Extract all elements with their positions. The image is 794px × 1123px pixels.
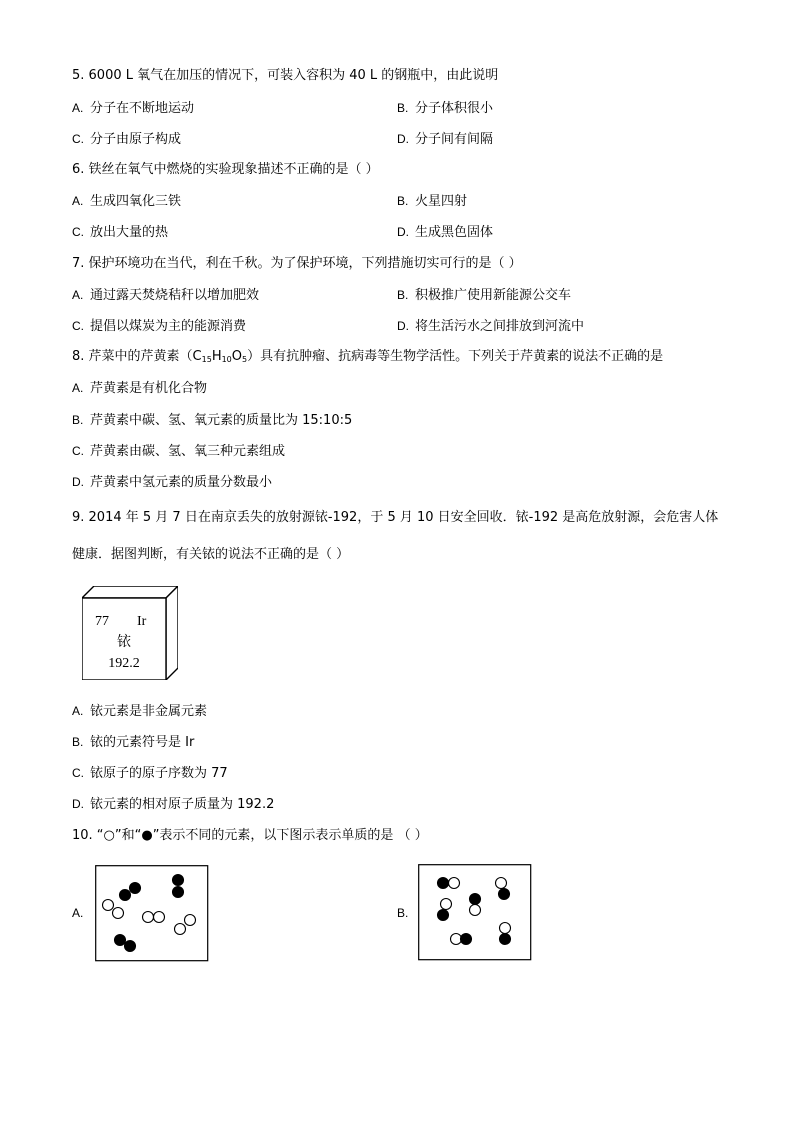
option-label: D. xyxy=(72,475,84,489)
q10-option-b-label[interactable]: B. xyxy=(397,906,409,920)
option-label: C. xyxy=(72,766,84,780)
option-text: 放出大量的热 xyxy=(90,225,169,240)
question-9-stem-line-2: 健康．据图判断，有关铱的说法不正确的是（ ） xyxy=(72,547,350,562)
option-label: B. xyxy=(72,735,84,749)
option-text: 将生活污水之间排放到河流中 xyxy=(415,319,585,334)
q10-option-a-diagram[interactable] xyxy=(95,865,209,962)
q6-option-a[interactable] xyxy=(72,192,181,211)
atomic-mass: 192.2 xyxy=(108,656,140,671)
q8-option-c[interactable] xyxy=(72,442,285,461)
q9-option-c[interactable] xyxy=(72,764,228,783)
element-name: 铱 xyxy=(117,634,131,650)
question-5-stem: 5. 6000 L 氧气在加压的情况下，可装入容积为 40 L 的钢瓶中，由此说明 xyxy=(72,68,499,83)
q5-option-c[interactable] xyxy=(72,130,181,149)
q8-option-d[interactable] xyxy=(72,473,272,492)
option-text: 芹黄素中氢元素的质量分数最小 xyxy=(90,475,273,490)
option-text: 铱原子的原子序数为 77 xyxy=(90,766,228,781)
option-text: 生成四氧化三铁 xyxy=(90,194,182,209)
option-label: C. xyxy=(72,225,84,239)
formula-part: H xyxy=(211,349,222,364)
question-7-stem: 7. 保护环境功在当代，利在千秋。为了保护环境，下列措施切实可行的是（ ） xyxy=(72,256,522,271)
option-label: B. xyxy=(397,101,409,115)
option-label: A. xyxy=(72,101,84,115)
option-text: 铱元素是非金属元素 xyxy=(90,704,208,719)
option-label: A. xyxy=(72,194,84,208)
q7-option-c[interactable] xyxy=(72,317,246,336)
option-text: 提倡以煤炭为主的能源消费 xyxy=(90,319,247,334)
q9-option-a[interactable] xyxy=(72,702,207,721)
subscript: 15 xyxy=(201,355,212,364)
atomic-number: 77 xyxy=(95,614,109,629)
formula-part: O xyxy=(231,349,243,364)
option-text: 分子间有间隔 xyxy=(415,132,494,147)
q7-option-b[interactable] xyxy=(397,286,571,305)
option-label: B. xyxy=(397,288,409,302)
option-label: D. xyxy=(397,319,409,333)
stem-text: ）具有抗肿瘤、抗病毒等生物学活性。下列关于芹黄素的说法不正确的是 xyxy=(247,349,664,364)
q8-option-a[interactable] xyxy=(72,379,207,398)
q8-option-b[interactable] xyxy=(72,411,352,430)
subscript: 5 xyxy=(242,355,248,364)
q6-option-b[interactable] xyxy=(397,192,467,211)
option-text: 分子在不断地运动 xyxy=(90,101,195,116)
option-label: A. xyxy=(72,381,84,395)
option-label: C. xyxy=(72,319,84,333)
option-label: A. xyxy=(72,704,84,718)
option-text: 积极推广使用新能源公交车 xyxy=(415,288,572,303)
option-text: 芹黄素由碳、氢、氧三种元素组成 xyxy=(90,444,286,459)
option-label: C. xyxy=(72,132,84,146)
option-label: C. xyxy=(72,444,84,458)
subscript: 10 xyxy=(221,355,232,364)
q5-option-b[interactable] xyxy=(397,99,493,118)
option-text: 分子体积很小 xyxy=(415,101,494,116)
element-cell-iridium xyxy=(82,586,178,680)
question-9-stem-line-1: 9. 2014 年 5 月 7 日在南京丢失的放射源铱-192，于 5 月 10 日安全回收．铱-192 是高危放射源，会危害人体 xyxy=(72,510,719,525)
q10-option-b-diagram[interactable] xyxy=(418,864,532,961)
option-text: 芹黄素是有机化合物 xyxy=(90,381,208,396)
q6-option-c[interactable] xyxy=(72,223,168,242)
question-8-stem xyxy=(72,348,663,369)
option-text: 分子由原子构成 xyxy=(90,132,182,147)
q9-option-d[interactable] xyxy=(72,795,274,814)
question-10-stem: 10. “○”和“●”表示不同的元素，以下图示表示单质的是 （ ） xyxy=(72,828,428,843)
option-label: D. xyxy=(397,225,409,239)
option-text: 通过露天焚烧秸秆以增加肥效 xyxy=(90,288,260,303)
option-label: B. xyxy=(72,413,84,427)
option-label: B. xyxy=(397,194,409,208)
q5-option-d[interactable] xyxy=(397,130,493,149)
q6-option-d[interactable] xyxy=(397,223,493,242)
question-6-stem: 6. 铁丝在氧气中燃烧的实验现象描述不正确的是（ ） xyxy=(72,162,379,177)
stem-text: 8. 芹菜中的芹黄素（C xyxy=(72,349,202,364)
element-symbol: Ir xyxy=(137,614,147,629)
option-label: D. xyxy=(397,132,409,146)
q7-option-d[interactable] xyxy=(397,317,584,336)
q10-option-a-label[interactable]: A. xyxy=(72,906,84,920)
option-text: 铱的元素符号是 Ir xyxy=(90,735,195,750)
option-text: 铱元素的相对原子质量为 192.2 xyxy=(90,797,275,812)
q7-option-a[interactable] xyxy=(72,286,259,305)
option-text: 生成黑色固体 xyxy=(415,225,494,240)
option-label: A. xyxy=(72,288,84,302)
option-text: 火星四射 xyxy=(415,194,468,209)
option-text: 芹黄素中碳、氢、氧元素的质量比为 15:10:5 xyxy=(90,413,353,428)
option-label: D. xyxy=(72,797,84,811)
q5-option-a[interactable] xyxy=(72,99,194,118)
q9-option-b[interactable] xyxy=(72,733,194,752)
